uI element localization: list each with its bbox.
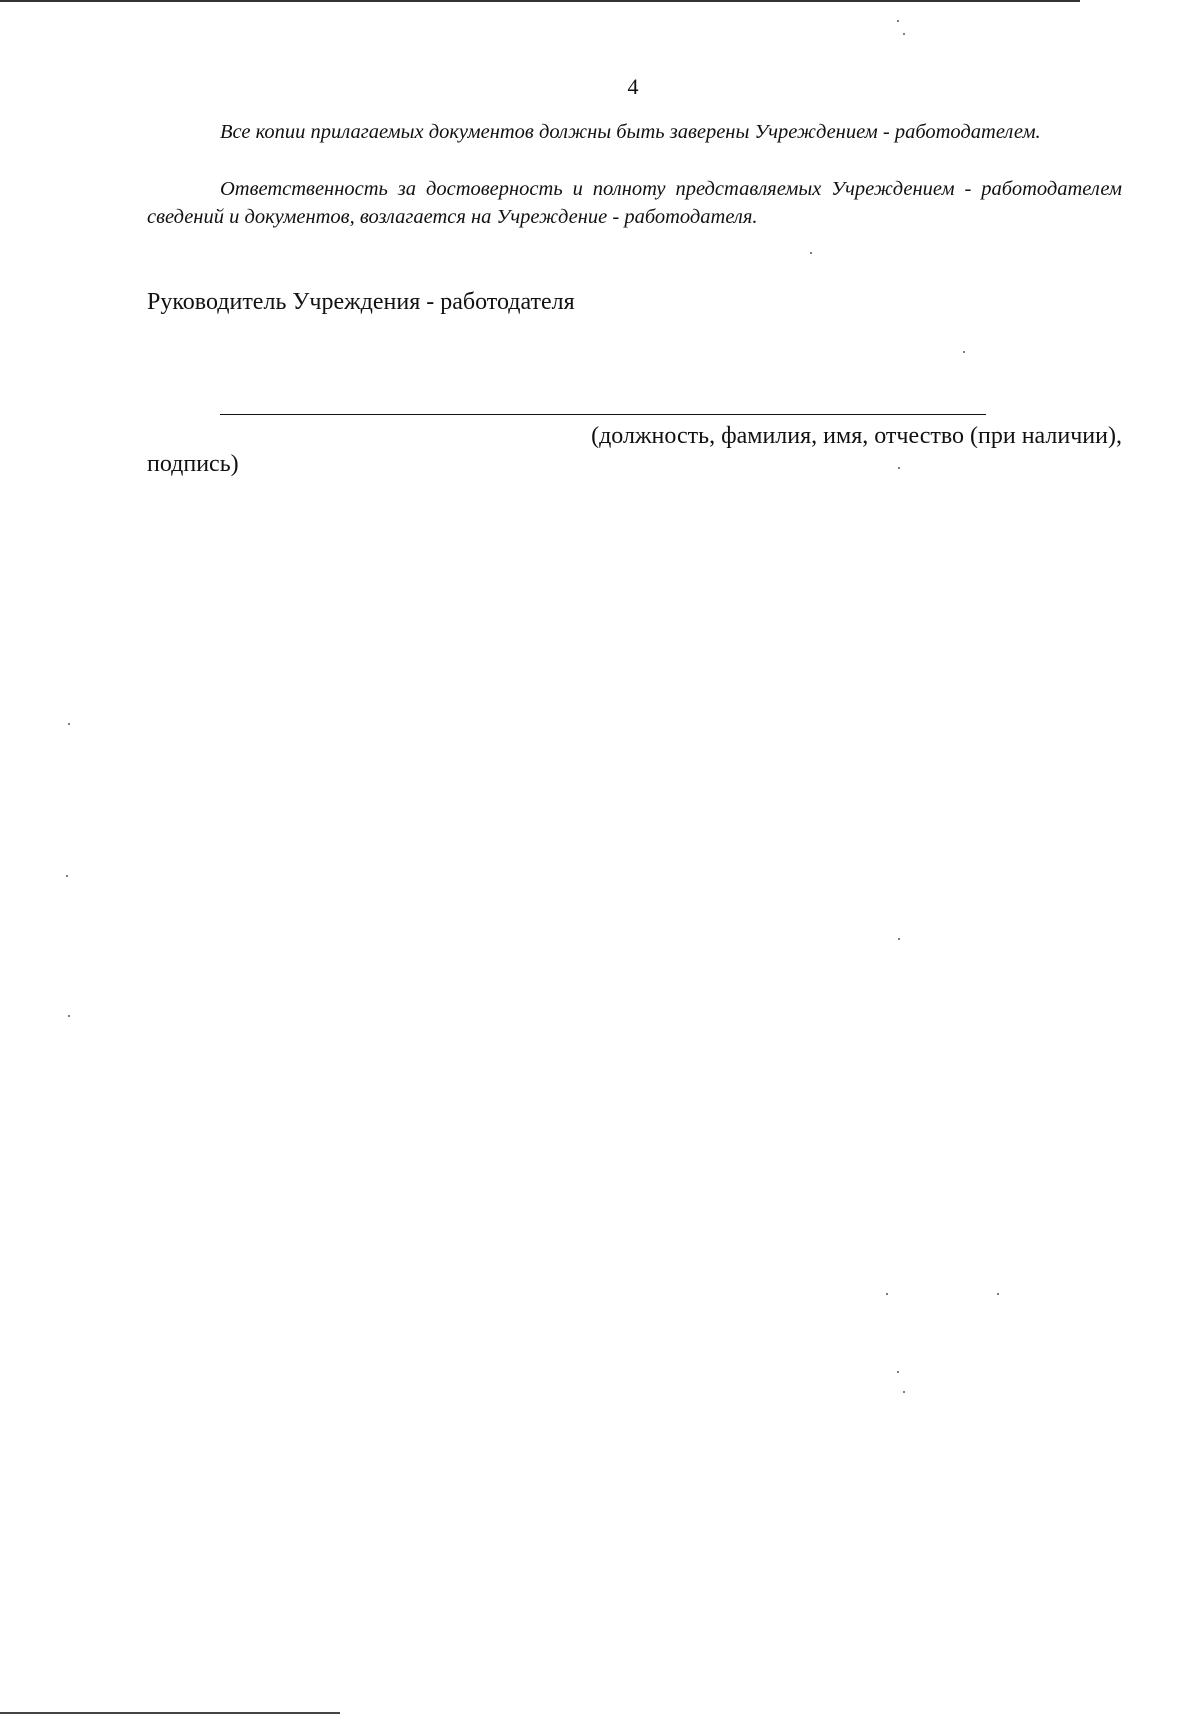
signature-title: Руководитель Учреждения - работодателя [147, 289, 575, 315]
scan-speck [903, 1391, 905, 1393]
signature-caption-line2: подпись) [147, 451, 239, 477]
signature-line [220, 414, 986, 415]
scan-speck [66, 875, 68, 877]
signature-caption-line1: (должность, фамилия, имя, отчество (при наличии), [591, 423, 1122, 449]
scan-speck [68, 1015, 70, 1017]
scan-speck [903, 33, 905, 35]
paragraph-copies-certification: Все копии прилагаемых документов должны быть заверены Учреждением - работодателем. [220, 121, 1041, 143]
scan-speck [997, 1293, 999, 1295]
scan-speck [810, 252, 812, 254]
paragraph-responsibility: Ответственность за достоверность и полноту представляемых Учреждением - работодателем сведений и документов, возлагается на Учреждение - работодателя. [147, 178, 1122, 228]
scan-speck [897, 1371, 899, 1373]
scan-top-edge [0, 0, 1080, 2]
scan-speck [898, 938, 900, 940]
page-number: 4 [627, 74, 639, 99]
scan-speck [68, 723, 70, 725]
scan-speck [897, 20, 899, 22]
scan-speck [886, 1293, 888, 1295]
scan-speck [898, 467, 900, 469]
scan-bottom-edge [0, 1712, 340, 1714]
scan-speck [963, 351, 965, 353]
